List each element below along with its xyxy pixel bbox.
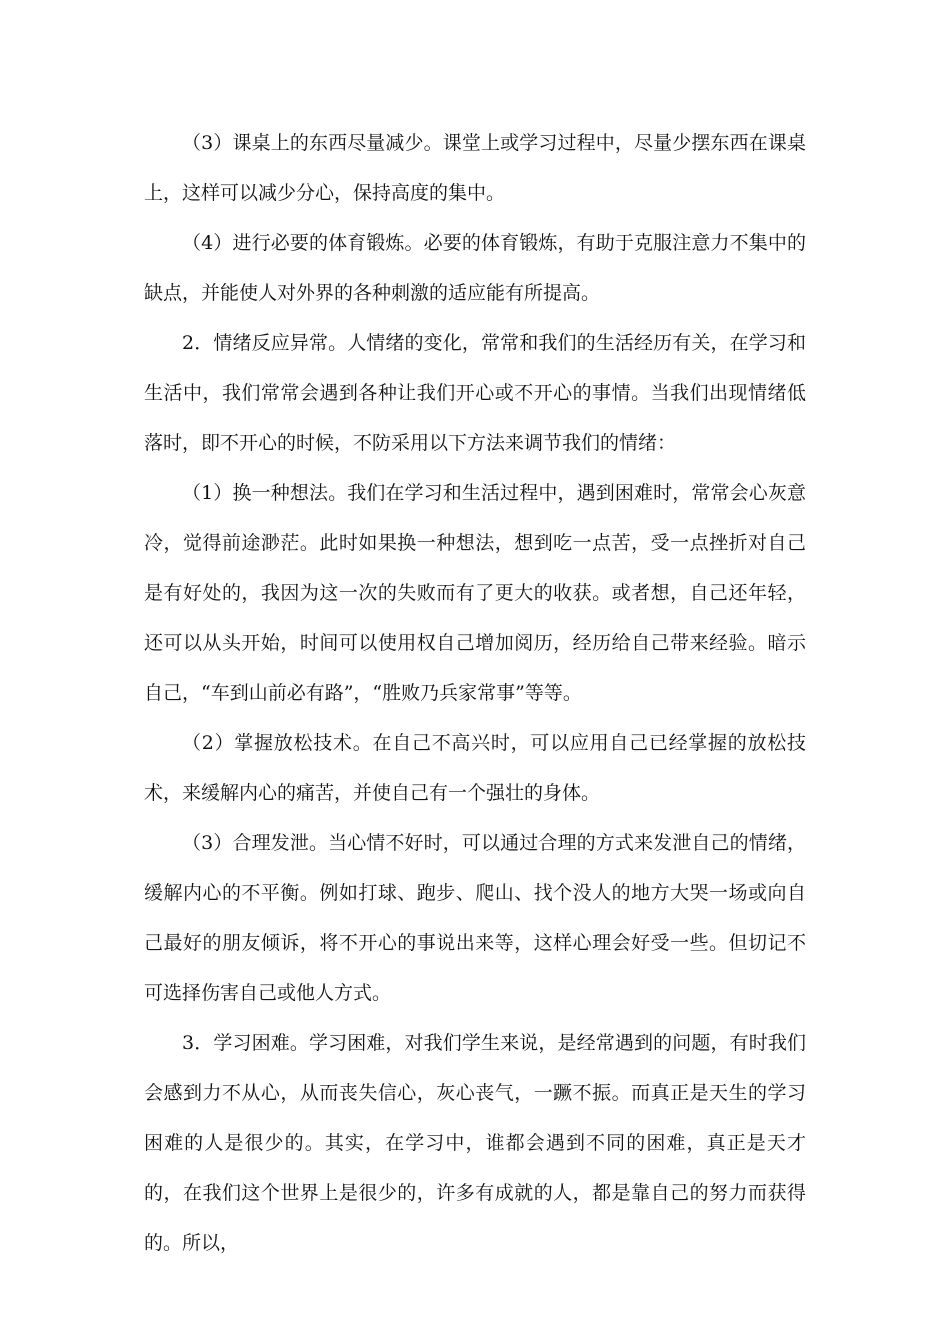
document-page bbox=[144, 118, 806, 1268]
paragraph-learning-difficulty: 3．学习困难。学习困难，对我们学生来说，是经常遇到的问题，有时我们会感到力不从心，从而丧失信心，灰心丧气，一蹶不振。而真正是天生的学习困难的人是很少的。其实，在学习中，谁都会遇到不同的困难，真正是天才的，在我们这个世界上是很少的，许多有成就的人，都是靠自己的努力而获得的。所以， bbox=[144, 1032, 806, 1254]
paragraph-physical-exercise: （4）进行必要的体育锻炼。必要的体育锻炼，有助于克服注意力不集中的缺点，并能使人对外界的各种刺激的适应能有所提高。 bbox=[144, 232, 806, 304]
paragraph-reasonable-venting: （3）合理发泄。当心情不好时，可以通过合理的方式来发泄自己的情绪，缓解内心的不平衡。例如打球、跑步、爬山、找个没人的地方大哭一场或向自己最好的朋友倾诉，将不开心的事说出来等，这样心理会好受一些。但切记不可选择伤害自己或他人方式。 bbox=[144, 832, 806, 1004]
paragraph-relaxation-technique: （2）掌握放松技术。在自己不高兴时，可以应用自己已经掌握的放松技术，来缓解内心的痛苦，并使自己有一个强壮的身体。 bbox=[144, 732, 806, 804]
paragraph-change-thinking: （1）换一种想法。我们在学习和生活过程中，遇到困难时，常常会心灰意冷，觉得前途渺茫。此时如果换一种想法，想到吃一点苦，受一点挫折对自己是有好处的，我因为这一次的失败而有了更大的收获。或者想，自己还年轻，还可以从头开始，时间可以使用权自己增加阅历，经历给自己带来经验。暗示自己，“车到山前必有路”，“胜败乃兵家常事”等等。 bbox=[144, 482, 806, 704]
paragraph-desk-items: （3）课桌上的东西尽量减少。课堂上或学习过程中，尽量少摆东西在课桌上，这样可以减少分心，保持高度的集中。 bbox=[144, 132, 806, 204]
paragraph-emotional-reaction: 2．情绪反应异常。人情绪的变化，常常和我们的生活经历有关，在学习和生活中，我们常常会遇到各种让我们开心或不开心的事情。当我们出现情绪低落时，即不开心的时候，不防采用以下方法来调节我们的情绪： bbox=[144, 332, 806, 454]
